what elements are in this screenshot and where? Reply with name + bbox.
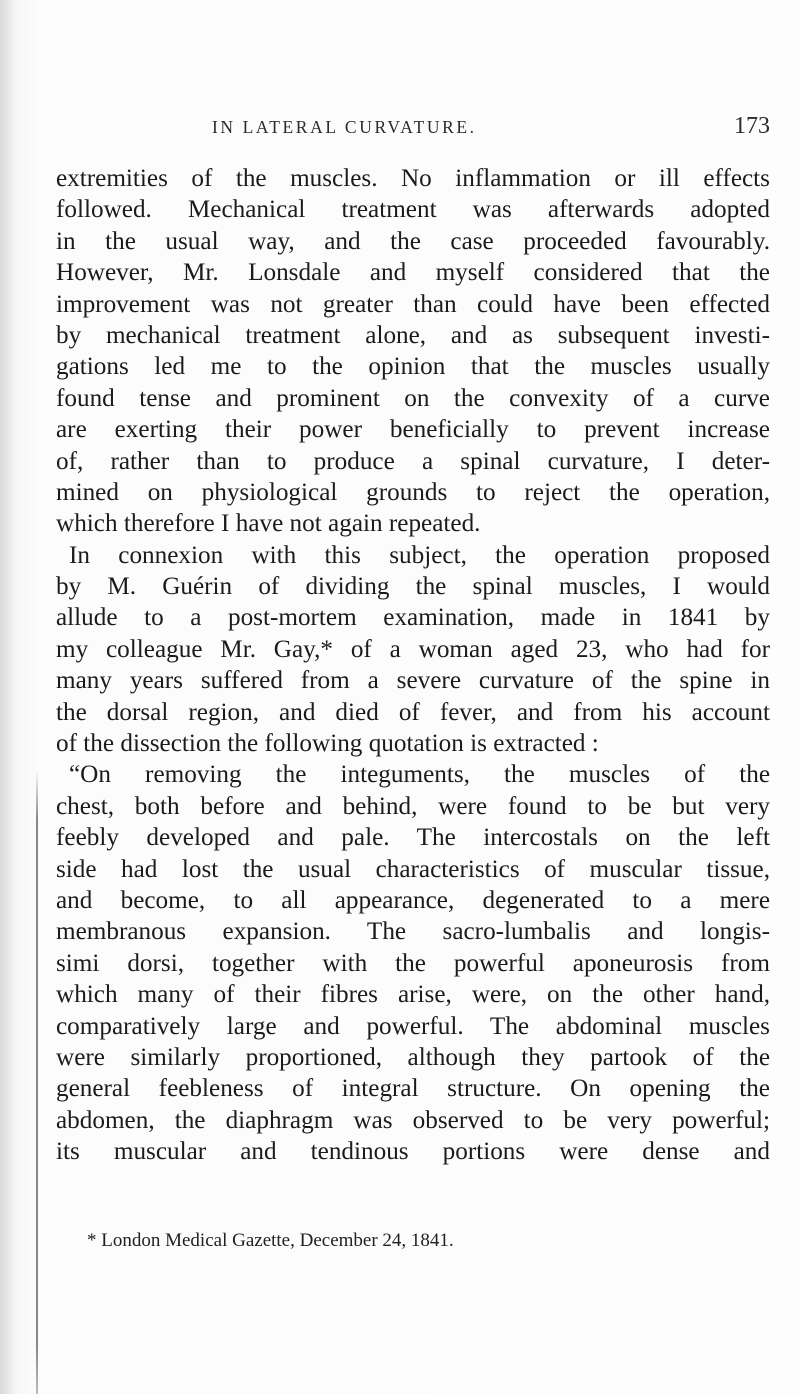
text-line: mined on physiological grounds to reject the operation, — [56, 478, 770, 506]
page-number: 173 — [734, 113, 770, 139]
text-line: found tense and prominent on the convexity of a curve — [56, 384, 770, 412]
text-line: gations led me to the opinion that the muscles usually — [56, 353, 770, 381]
text-line: allude to a post-mortem examination, made in 1841 by — [56, 604, 770, 632]
footnote: * London Medical Gazette, December 24, 1841. — [87, 1230, 454, 1251]
text-line: by mechanical treatment alone, and as subsequent investi- — [56, 321, 770, 349]
running-header — [0, 115, 800, 145]
page-fold-line — [36, 770, 38, 1394]
quotation-start-line: “On removing the integuments, the muscles of the — [69, 761, 770, 789]
text-line: comparatively large and powerful. The abdominal muscles — [56, 1012, 770, 1040]
body-text — [56, 163, 770, 1168]
text-line: the dorsal region, and died of fever, and from his account — [56, 698, 770, 726]
paragraph-end-line: of the dissection the following quotation is extracted : — [56, 730, 599, 758]
text-line: of, rather than to produce a spinal curvature, I deter- — [56, 447, 770, 475]
text-line: chest, both before and behind, were found to be but very — [56, 792, 770, 820]
text-line: extremities of the muscles. No inflammation or ill effects — [56, 165, 770, 192]
text-line: general feebleness of integral structure. On opening the — [56, 1075, 770, 1103]
page-spine-shadow — [0, 0, 14, 1394]
text-line: However, Mr. Lonsdale and myself considered that the — [56, 259, 770, 287]
text-line: were similarly proportioned, although they partook of the — [56, 1043, 770, 1071]
text-line: followed. Mechanical treatment was afterwards adopted — [56, 196, 770, 224]
text-line: in the usual way, and the case proceeded favourably. — [56, 227, 770, 255]
paragraph-start-line: In connexion with this subject, the operation proposed — [69, 541, 770, 569]
text-line: and become, to all appearance, degenerated to a mere — [56, 886, 770, 914]
running-title: IN LATERAL CURVATURE. — [212, 117, 477, 137]
text-line: which many of their fibres arise, were, on the other hand, — [56, 981, 770, 1009]
text-line: its muscular and tendinous portions were dense and — [56, 1138, 770, 1166]
text-line: by M. Guérin of dividing the spinal muscles, I would — [56, 573, 770, 601]
text-line: simi dorsi, together with the powerful aponeurosis from — [56, 949, 770, 977]
text-line: many years suffered from a severe curvature of the spine in — [56, 667, 770, 695]
text-line: side had lost the usual characteristics of muscular tissue, — [56, 855, 770, 883]
text-line: feebly developed and pale. The intercostals on the left — [56, 824, 770, 852]
text-line: improvement was not greater than could have been effected — [56, 290, 770, 318]
text-line: are exerting their power beneficially to prevent increase — [56, 416, 770, 444]
text-line: membranous expansion. The sacro-lumbalis and longis- — [56, 918, 770, 946]
text-line: my colleague Mr. Gay,* of a woman aged 23, who had for — [56, 635, 770, 663]
paragraph-end-line: which therefore I have not again repeated. — [56, 510, 481, 538]
text-line: abdomen, the diaphragm was observed to be very powerful; — [56, 1106, 770, 1134]
